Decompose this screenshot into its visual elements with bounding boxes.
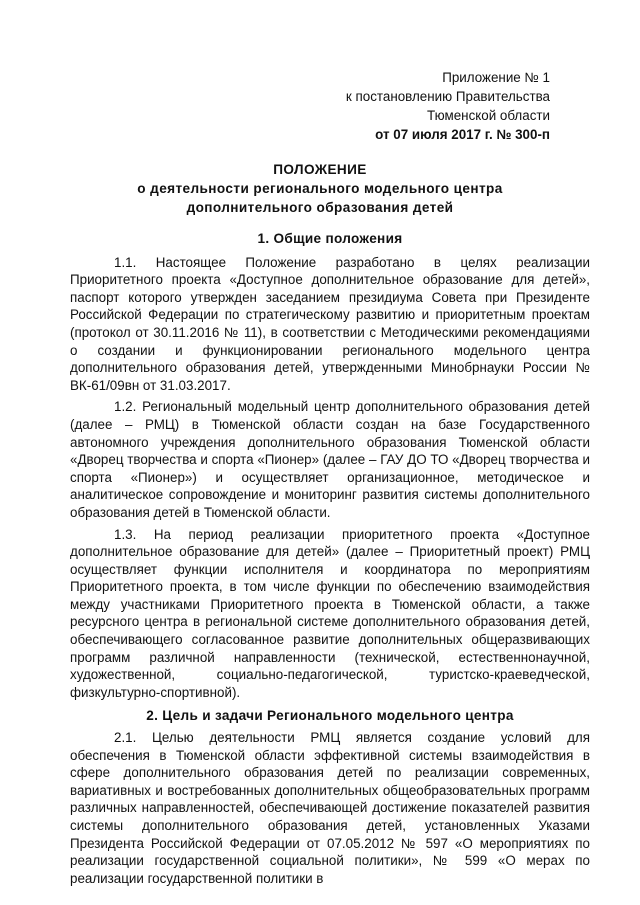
document-body — [70, 230, 590, 891]
section-1-heading: 1. Общие положения — [257, 231, 403, 246]
paragraph-1-2: 1.2. Региональный модельный центр дополнительного образования детей (далее – РМЦ) в Тюменской области создан на базе Государственного автономного учреждения дополнительного образования Тюменской области «Дворец творчества и спорта «Пионер» (далее – ГАУ ДО ТО «Дворец творчества и спорта «Пионер») и осуществляет организационное, методическое и аналитическое сопровождение и мониторинг развития системы дополнительного образования детей в Тюменской области. — [70, 399, 590, 520]
paragraph-1-3: 1.3. На период реализации приоритетного проекта «Доступное дополнительное образование для детей» (далее – Приоритетный проект) РМЦ осуществляет функции исполнителя и координатора по мероприятиям Приоритетного проекта, в том числе функции по обеспечению взаимодействия между участниками Приоритетного проекта в Тюменской области, а также ресурсного центра в региональной системе дополнительного образования детей, обеспечивающего согласованное развитие дополнительных общеразвивающих программ различной направленности (технической, естественнонаучной, художественной, социально-педагогической, туристско-краеведческой, физкультурно-спортивной). — [70, 526, 590, 700]
document-title — [70, 160, 570, 217]
appendix-line-2: к постановлению Правительства — [345, 89, 550, 104]
appendix-line-1: Приложение № 1 — [442, 70, 550, 85]
title-line-2: о деятельности регионального модельного центра — [137, 181, 503, 196]
paragraph-1-1: 1.1. Настоящее Положение разработано в целях реализации Приоритетного проекта «Доступное дополнительное образование для детей», паспорт которого утвержден заседанием президиума Совета при Президенте Российской Федерации по стратегическому развитию и приоритетным проектам (протокол от 30.11.2016 № 11), в соответствии с Методическими рекомендациями о создании и функционировании регионального модельного центра дополнительного образования детей, утвержденными Минобрнауки России № ВК-61/09вн от 31.03.2017. — [70, 254, 590, 393]
appendix-note — [330, 68, 550, 144]
paragraph-2-1: 2.1. Целью деятельности РМЦ является создание условий для обеспечения в Тюменской области эффективной системы взаимодействия в сфере дополнительного образования детей по реализации современных, вариативных и востребованных дополнительных общеобразовательных программ различных направленностей, обеспечивающей достижение показателей развития системы дополнительного образования детей, установленных Указами Президента Российской Федерации от 07.05.2012 № 597 «О мероприятиях по реализации государственной социальной политики», № 599 «О мерах по реализации государственной политики в — [70, 730, 590, 886]
appendix-date-line: от 07 июля 2017 г. № 300-п — [375, 127, 550, 142]
title-line-3: дополнительного образования детей — [186, 200, 454, 215]
title-line-1: ПОЛОЖЕНИЕ — [273, 162, 367, 177]
section-2-heading: 2. Цель и задачи Регионального модельного центра — [146, 708, 514, 724]
appendix-line-3: Тюменской области — [427, 108, 550, 123]
